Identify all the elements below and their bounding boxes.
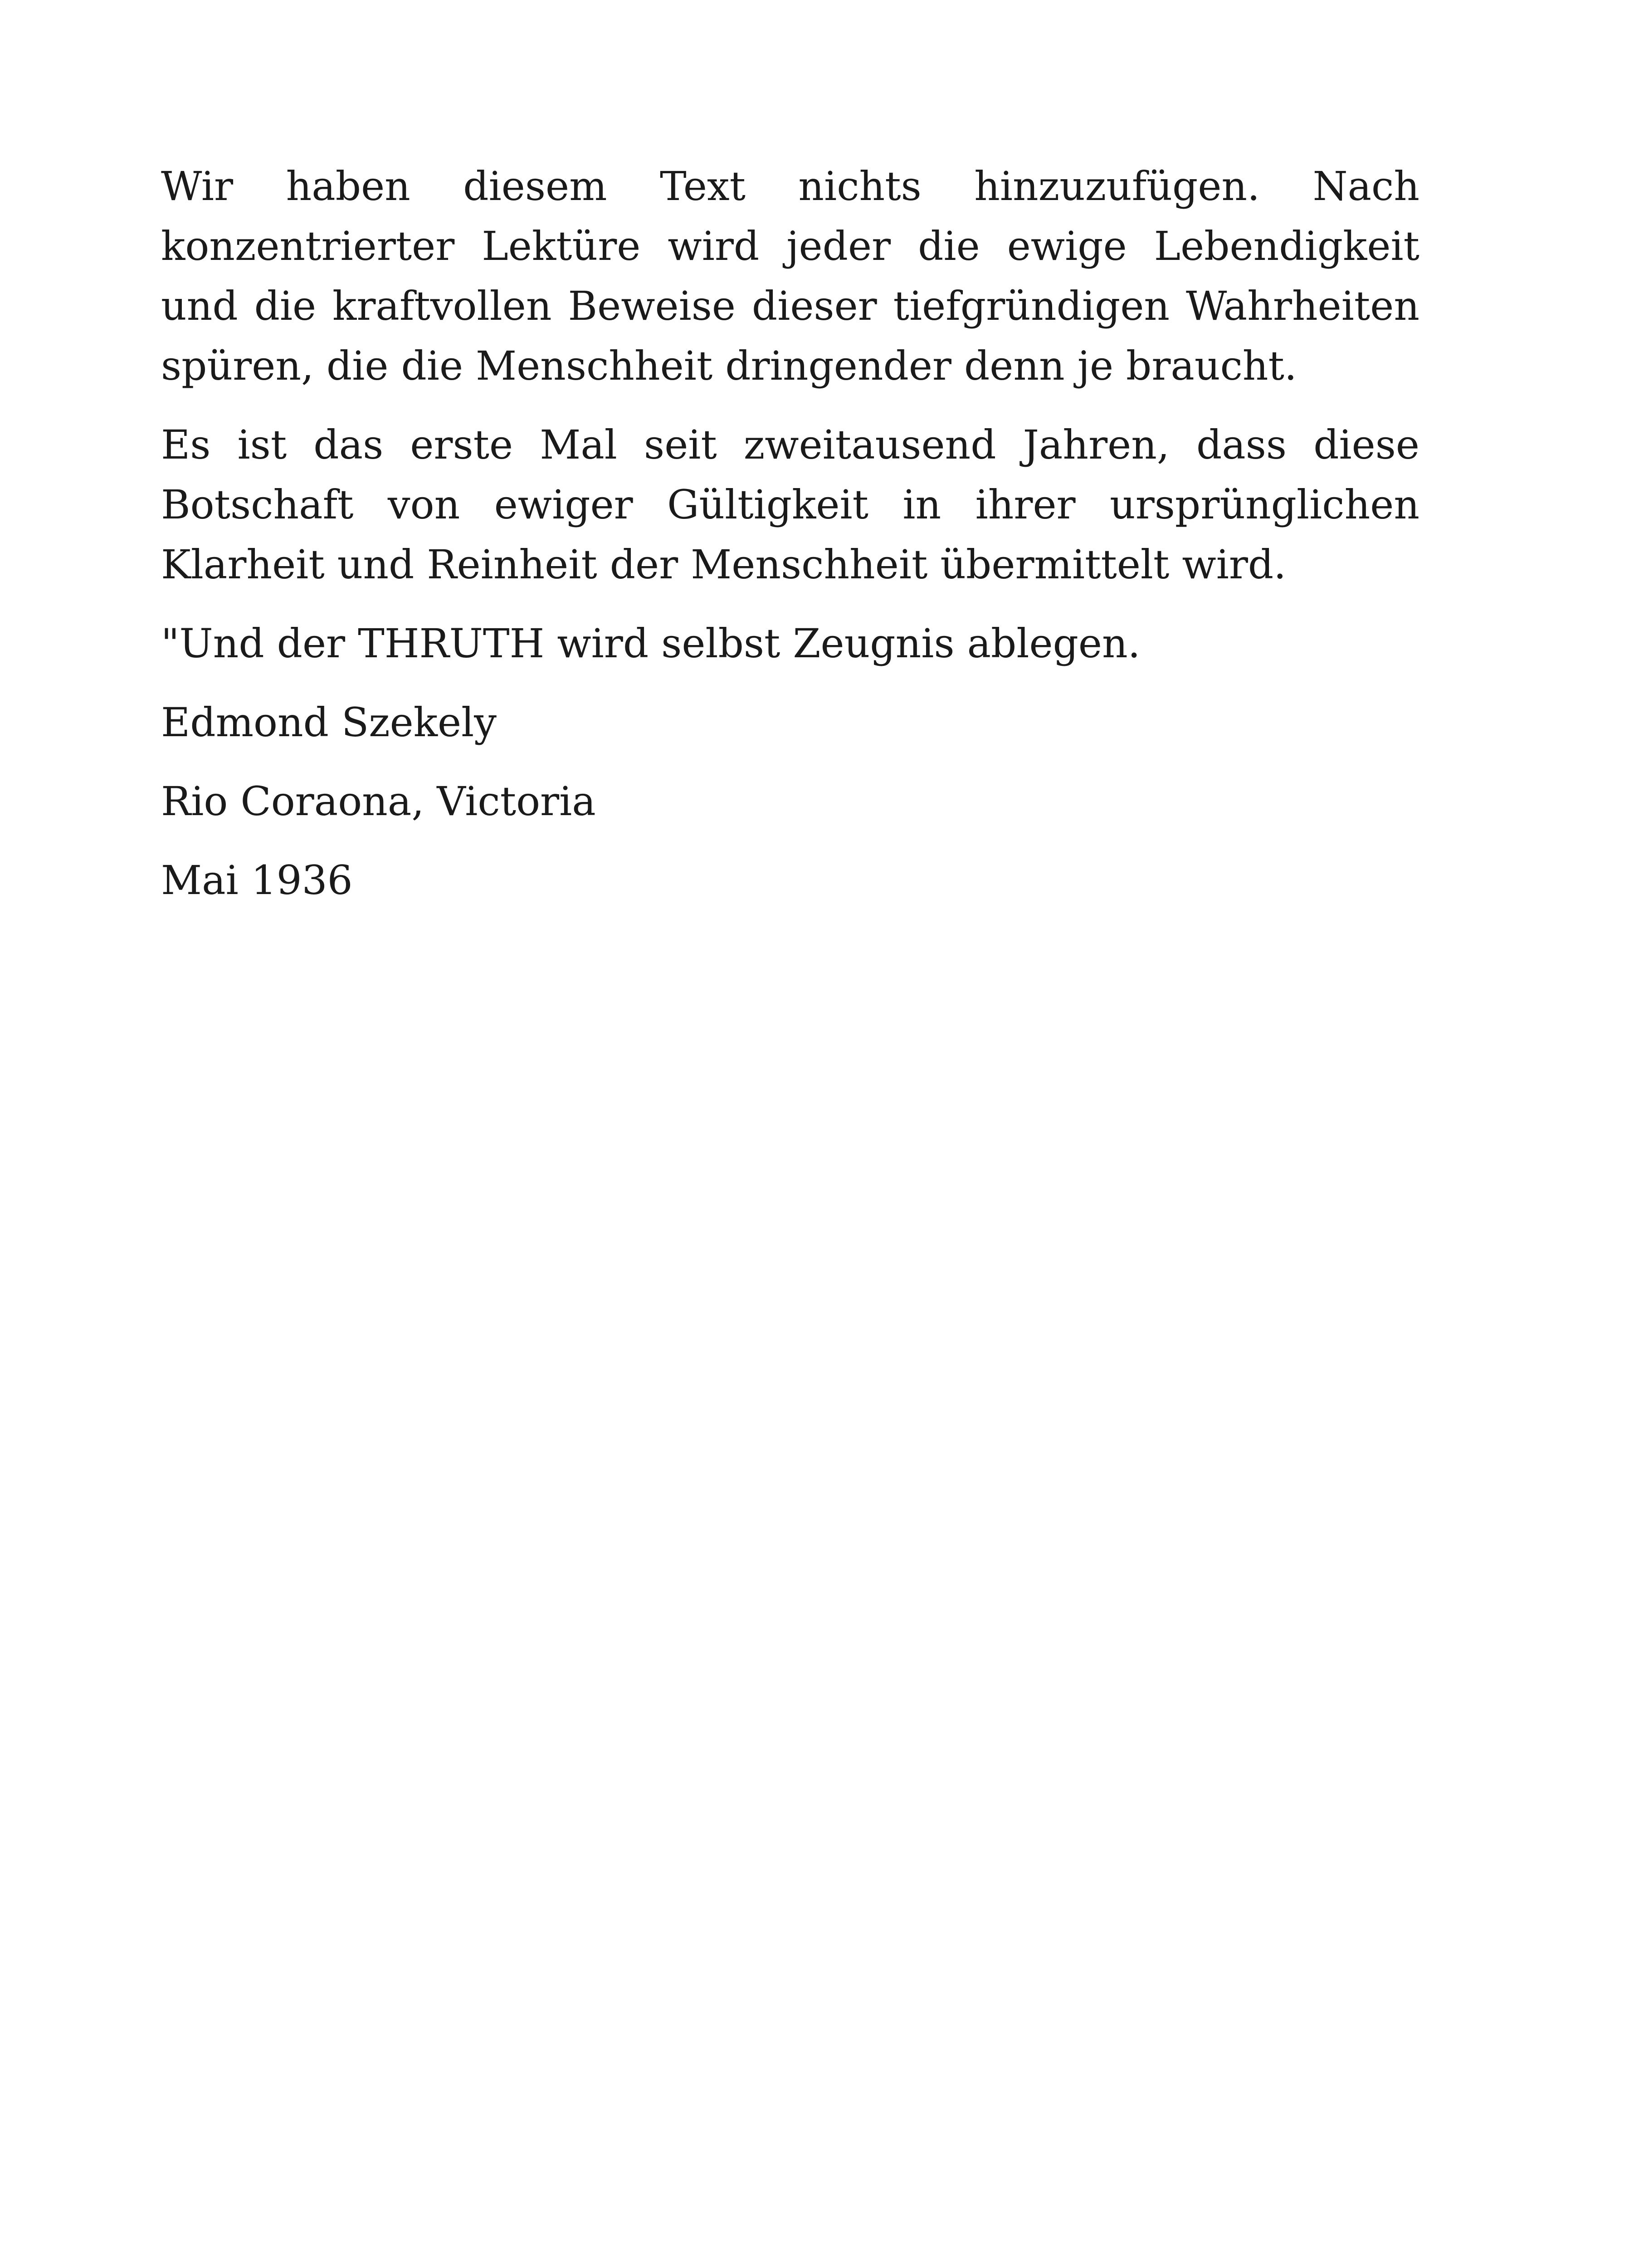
body-text (161, 156, 1419, 929)
date-line: Mai 1936 (161, 857, 353, 904)
paragraph-message: Es ist das erste Mal seit zweitausend Jahren, dass diese Botschaft von ewiger Gültigkeit in ihrer ursprünglichen Klarheit und Reinheit der Menschheit übermittelt wird. (161, 421, 1419, 588)
author-name: Edmond Szekely (161, 699, 497, 746)
quote-line: "Und der THRUTH wird selbst Zeugnis ablegen. (161, 620, 1141, 667)
paragraph-intro: Wir haben diesem Text nichts hinzuzufügen. Nach konzentrierter Lektüre wird jeder die ewige Lebendigkeit und die kraftvollen Beweise dieser tiefgründigen Wahrheiten spüren, die die Menschheit dringender denn je braucht. (161, 163, 1419, 389)
place-line: Rio Coraona, Victoria (161, 778, 596, 825)
